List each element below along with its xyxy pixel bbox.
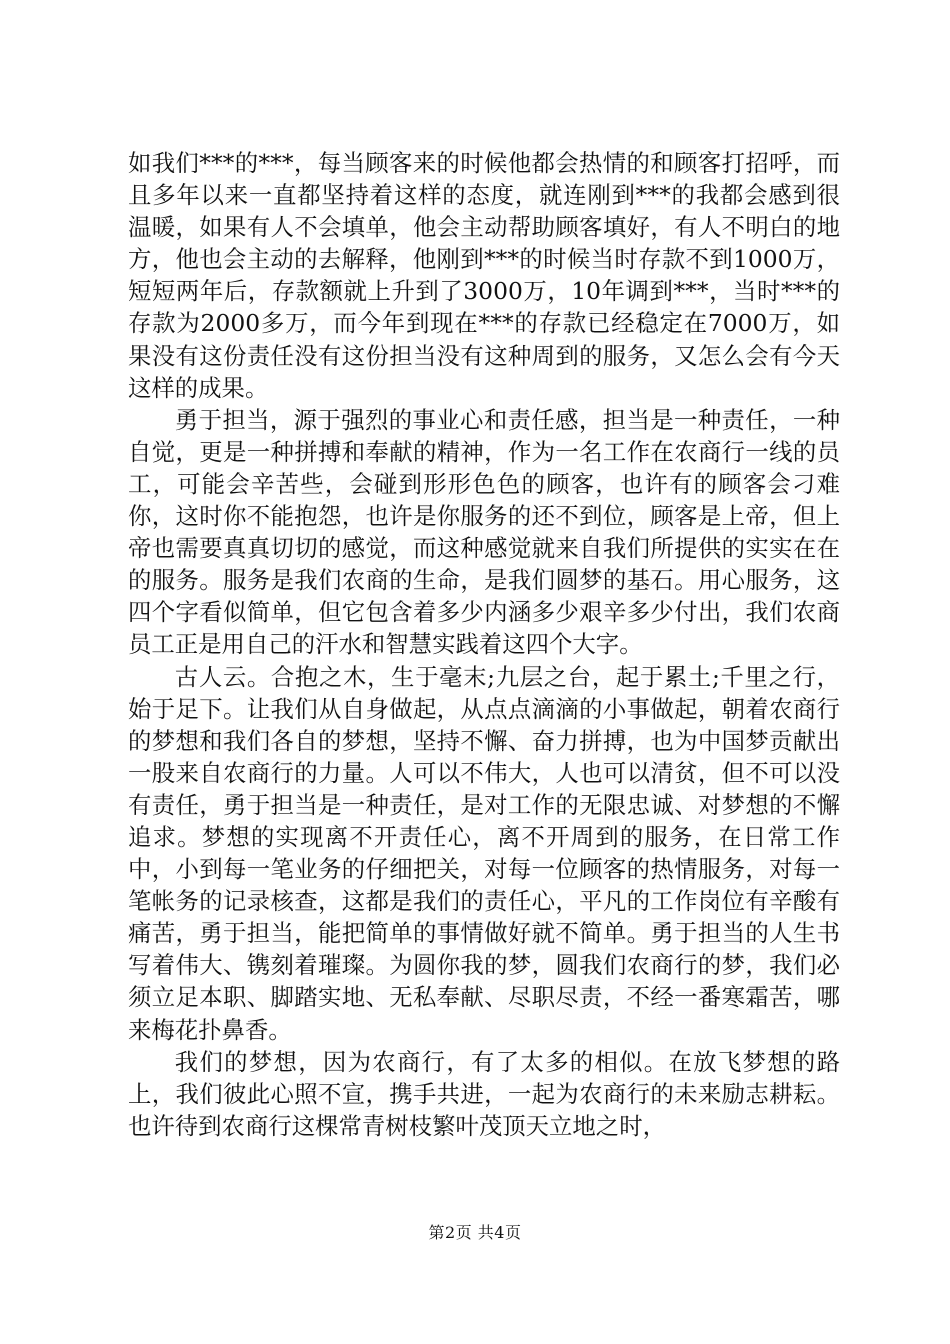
paragraph-responsibility: 勇于担当，源于强烈的事业心和责任感，担当是一种责任，一种自觉，更是一种拼搏和奉献的精神，作为一名工作在农商行一线的员工，可能会辛苦些，会碰到形形色色的顾客，也许有的顾客会刁难你，这时你不能抱怨，也许是你服务的还不到位，顾客是上帝，但上帝也需要真真切切的感觉，而这种感觉就来自我们所提供的实实在在的服务。服务是我们农商的生命，是我们圆梦的基石。用心服务，这四个字看似简单，但它包含着多少内涵多少艰辛多少付出，我们农商员工正是用自己的汗水和智慧实践着这四个大字。: [128, 405, 840, 659]
paragraph-ancients-say: 古人云。合抱之木，生于毫末;九层之台，起于累土;千里之行，始于足下。让我们从自身做起，从点点滴滴的小事做起，朝着农商行的梦想和我们各自的梦想，坚持不懈、奋力拼搏，也为中国梦贡献出一股来自农商行的力量。人可以不伟大，人也可以清贫，但不可以没有责任，勇于担当是一种责任，是对工作的无限忠诚、对梦想的不懈追求。梦想的实现离不开责任心，离不开周到的服务，在日常工作中，小到每一笔业务的仔细把关，对每一位顾客的热情服务，对每一笔帐务的记录核查，这都是我们的责任心，平凡的工作岗位有辛酸有痛苦，勇于担当，能把简单的事情做好就不简单。勇于担当的人生书写着伟大、镌刻着璀璨。为圆你我的梦，圆我们农商行的梦，我们必须立足本职、脚踏实地、无私奉献、尽职尽责，不经一番寒霜苦，哪来梅花扑鼻香。: [128, 662, 840, 1044]
paragraph-our-dream: 我们的梦想，因为农商行，有了太多的相似。在放飞梦想的路上，我们彼此心照不宣，携手共进，一起为农商行的未来励志耕耘。也许待到农商行这棵常青树枝繁叶茂顶天立地之时，: [128, 1047, 840, 1140]
page-footer: 第2页 共4页: [428, 1223, 522, 1242]
paragraph-continuation: 如我们***的***，每当顾客来的时候他都会热情的和顾客打招呼，而且多年以来一直都坚持着这样的态度，就连刚到***的我都会感到很温暖，如果有人不会填单，他会主动帮助顾客填好，有人不明白的地方，他也会主动的去解释，他刚到***的时候当时存款不到1000万，短短两年后，存款额就上升到了3000万，10年调到***，当时***的存款为2000多万，而今年到现在***的存款已经稳定在7000万，如果没有这份责任没有这份担当没有这种周到的服务，又怎么会有今天这样的成果。: [128, 149, 840, 402]
body-text: [128, 147, 840, 1142]
